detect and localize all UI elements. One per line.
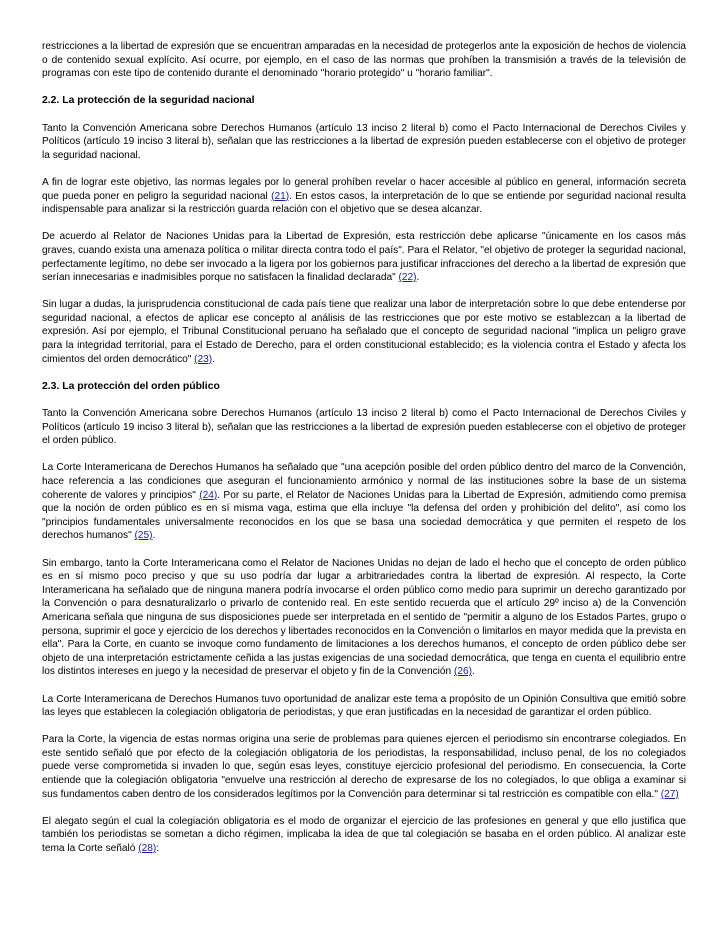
footnote-link[interactable]: (28) <box>138 843 157 855</box>
paragraph-text: . En estos casos, la interpretación de lo que se entiende por seguridad nacional resulta indispensable para analizar si la restricción guarda relación con el objetivo que se desea alcanzar. <box>42 190 686 216</box>
paragraph <box>42 176 686 217</box>
footnote-link[interactable]: (27) <box>660 788 679 800</box>
document-body <box>42 40 686 869</box>
paragraph-text: Tanto la Convención Americana sobre Derechos Humanos (artículo 13 inciso 2 literal b) como el Pacto Internacional de Derechos Civiles y Políticos (artículo 19 inciso 3 literal b), señalan que las restricciones a la libertad de expresión pueden establecerse con el objetivo de proteger la seguridad nacional. <box>42 122 686 161</box>
paragraph-text: . Por su parte, el Relator de Naciones Unidas para la Libertad de Expresión, admitiendo como premisa que la noción de orden público es en sí misma vaga, estima que ella incluye "la defensa del orden y prohibición del delito", así como los "principios fundamentales universalmente reconocidos en los que se basa una sociedad democrática y que permiten el respeto de los derechos humanos" <box>42 489 686 542</box>
paragraph-text: Sin lugar a dudas, la jurisprudencia constitucional de cada país tiene que realizar una labor de interpretación sobre lo que debe entenderse por seguridad nacional, a efectos de aplicar ese concepto al análisis de las restricciones que por este motivo se establezcan a la libertad de expresión. Así por ejemplo, el Tribunal Constitucional peruano ha señalado que el concepto de seguridad nacional "implica un peligro grave para la integridad territorial, para el Estado de Derecho, para el orden constitucional establecido; es la violencia contra el Estado y afecta los cimientos del orden democrático" <box>42 299 686 365</box>
paragraph <box>42 815 686 856</box>
paragraph <box>42 461 686 543</box>
paragraph-text: : <box>156 843 160 855</box>
paragraph-text: Para la Corte, la vigencia de estas normas origina una serie de problemas para quienes ejercen el periodismo sin encontrarse colegiados. En este sentido señaló que por efecto de la colegiación obligatoria de los periodistas, la responsabilidad, incluso penal, de los no colegiados puede verse comprometida si invaden lo que, según esas leyes, constituye ejercicio profesional del periodismo. En consecuencia, la Corte entiende que la colegiación obligatoria "envuelve una restricción al derecho de expresarse de los no colegiados, lo que obliga a examinar si sus fundamentos caben dentro de los considerados legítimos por la Convención para determinar si tal restricción es compatible con ella." <box>42 734 686 800</box>
paragraph-text: . <box>212 353 216 365</box>
paragraph <box>42 230 686 284</box>
footnote-link[interactable]: (22) <box>398 272 417 284</box>
paragraph-text: . <box>472 666 475 678</box>
paragraph <box>42 407 686 448</box>
paragraph-text: restricciones a la libertad de expresión que se encuentran amparadas en la necesidad de protegerlos ante la exposición de hechos de violencia o de contenido sexual explícito. Así ocurre, por ejemplo, en el caso de las normas que prohíben la transmisión a través de la televisión de programas con este tipo de contenido durante el denominado "horario protegido" u "horario familiar". <box>42 41 686 80</box>
paragraph-text: Sin embargo, tanto la Corte Interamericana como el Relator de Naciones Unidas no dejan de lado el hecho que el concepto de orden público es en sí mismo poco preciso y que su uso podría dar lugar a arbitrariedades contra la libertad de expresión. Al respecto, la Corte Interamericana ha señalado que de ninguna manera podría invocarse el orden público como medio para suprimir un derecho garantizado por la Convención o para desnaturalizarlo o privarlo de contenido real. En este sentido recuerda que el artículo 29º inciso a) de la Convención Americana señala que ninguna de sus disposiciones puede ser interpretada en el sentido de "permitir a alguno de los Estados Partes, grupo o persona, suprimir el goce y ejercicio de los derechos y libertades reconocidos en la Convención o limitarlos en mayor medida que la prevista en ella". Para la Corte, en cuanto se invoque como fundamento de limitaciones a los derechos humanos, el concepto de orden público debe ser objeto de una interpretación estrictamente ceñida a las justas exigencias de una sociedad democrática, que tenga en cuenta el equilibrio entre los distintos intereses en juego y la necesidad de preservar el objeto y fin de la Convención <box>42 557 686 678</box>
paragraph-text: A fin de lograr este objetivo, las normas legales por lo general prohíben revelar o hacer accesible al público en general, información secreta que pueda poner en peligro la seguridad nacional <box>42 176 686 202</box>
paragraph <box>42 733 686 801</box>
paragraph-text: La Corte Interamericana de Derechos Humanos ha señalado que "una acepción posible del orden público dentro del marco de la Convención, hace referencia a las condiciones que aseguran el funcionamiento armónico y normal de las instituciones sobre la base de un sistema coherente de valores y principios" <box>42 462 686 501</box>
footnote-link[interactable]: (25) <box>134 530 153 542</box>
paragraph <box>42 557 686 679</box>
paragraph-text: El alegato según el cual la colegiación obligatoria es el modo de organizar el ejercicio de las profesiones en general y que ello justifica que también los periodistas se sometan a dicho régimen, implicaba la idea de que tal colegiación se basaba en el orden público. Al analizar este tema la Corte señaló <box>42 815 686 855</box>
footnote-link[interactable]: (24) <box>199 489 218 501</box>
paragraph-text: . <box>152 530 156 542</box>
paragraph <box>42 693 686 720</box>
footnote-link[interactable]: (23) <box>194 353 213 365</box>
paragraph-text: De acuerdo al Relator de Naciones Unidas para la Libertad de Expresión, esta restricción debe aplicarse "únicamente en los casos más graves, cuando exista una amenaza política o militar directa contra todo el país". Para el Relator, "el objetivo de proteger la seguridad nacional, perfectamente legítimo, no debe ser invocado a la ligera por los gobiernos para justificar infracciones del derecho a la libertad de expresión que serían innecesarias e inadmisibles porque no satisfacen la finalidad declarada" <box>42 231 686 284</box>
paragraph <box>42 298 686 366</box>
paragraph-text: Tanto la Convención Americana sobre Derechos Humanos (artículo 13 inciso 2 literal b) como el Pacto Internacional de Derechos Civiles y Políticos (artículo 19 inciso 3 literal b), señalan que las restricciones a la libertad de expresión pueden establecerse con el objetivo de proteger el orden público. <box>42 408 686 447</box>
section-heading: 2.2. La protección de la seguridad nacional <box>42 95 255 107</box>
paragraph-text: . <box>416 272 420 284</box>
section-heading: 2.3. La protección del orden público <box>42 380 220 392</box>
paragraph-text: La Corte Interamericana de Derechos Humanos tuvo oportunidad de analizar este tema a propósito de un Opinión Consultiva que emitió sobre las leyes que establecen la colegiación obligatoria de periodistas, y que eran justificadas en la necesidad de garantizar el orden público. <box>42 693 686 719</box>
paragraph <box>42 122 686 163</box>
footnote-link[interactable]: (26) <box>454 666 473 678</box>
paragraph <box>42 40 686 81</box>
footnote-link[interactable]: (21) <box>271 190 290 202</box>
